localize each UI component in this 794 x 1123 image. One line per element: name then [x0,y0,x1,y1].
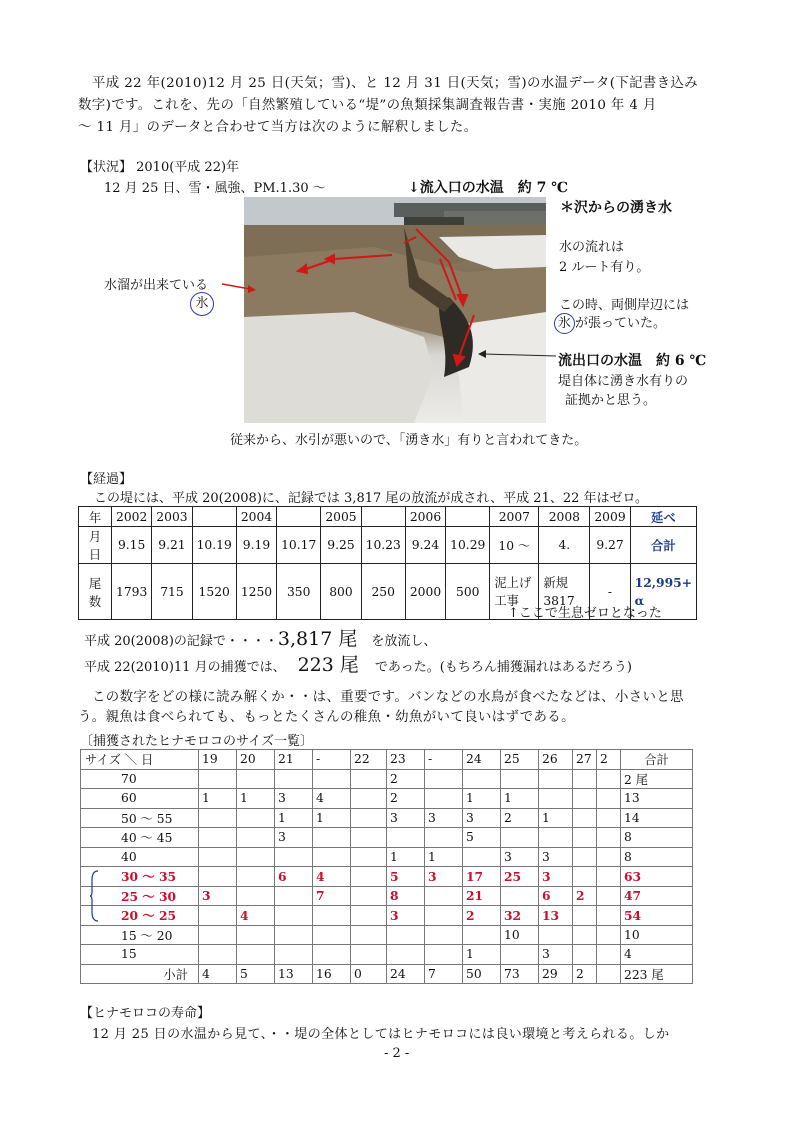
header-day-cell: 合計 [621,750,693,770]
catch-row [81,808,693,828]
count-cell: 4 [313,789,351,809]
count-cell [313,847,351,867]
intro-line-1: 平成 22 年(2010)12 月 25 日(天気；雪)、と 12 月 31 日(天気；雪)の水温データ(下記書き込み [92,76,699,91]
catch-table-caption: 〔捕獲されたヒナモロコのサイズ一覧〕 [80,734,313,749]
count-cell: 1 [275,808,313,828]
count-cell [573,828,597,848]
count-cell [275,886,313,906]
row-total-cell: 10 [621,925,693,945]
summary-line-2 [84,650,632,677]
count-cell [597,925,621,945]
subtotal-cell: 73 [501,964,539,984]
count-cell [351,789,387,809]
count-cell: 3 [387,906,425,926]
subtotal-cell: 7 [425,964,463,984]
count-cell [199,906,237,926]
subtotal-cell: 2 [573,964,597,984]
year-cell: 2006 [405,507,445,527]
summary-1c: を放流し、 [371,634,437,649]
count-cell: 250 [361,564,405,620]
pool-ice-circled-char: 氷 [190,292,214,316]
row-total-cell: 13 [621,789,693,809]
subtotal-cell: 24 [387,964,425,984]
count-cell [501,886,539,906]
count-cell [313,769,351,789]
summary-2c: であった。(もちろん捕獲漏れはあるだろう) [374,660,632,675]
size-cell: 70 [81,769,199,789]
count-cell: 4 [237,906,275,926]
catch-row [81,906,693,926]
size-cell: 15 ～ 20 [81,925,199,945]
row-label: 尾数 [79,564,112,620]
catch-size-table [80,749,693,984]
date-cell: 10.23 [361,527,405,564]
count-cell [597,886,621,906]
header-day-cell: 2 [597,750,621,770]
count-cell: 3 [539,847,573,867]
count-cell: 1250 [236,564,276,620]
row-total-cell: 8 [621,828,693,848]
count-cell: 7 [313,886,351,906]
size-cell: 40 ～ 45 [81,828,199,848]
year-cell [446,507,490,527]
count-cell [425,886,463,906]
count-cell [597,769,621,789]
count-cell: 800 [321,564,361,620]
subtotal-cell: 5 [237,964,275,984]
count-cell [425,945,463,965]
pool-ice [190,292,214,316]
count-cell [237,925,275,945]
ice-note-2-text: が張っていた。 [575,316,667,331]
size-cell: 15 [81,945,199,965]
row-total-cell: 8 [621,847,693,867]
year-cell: 2008 [539,507,590,527]
intro-paragraph [78,73,718,139]
discussion-line-2: う。親魚は食べられても、もっとたくさんの稚魚・幼魚がいて良いはずである。 [78,710,575,725]
count-cell [237,886,275,906]
row-total-cell: 63 [621,867,693,887]
released-count: 3,817 尾 [277,628,358,650]
count-cell: 1 [387,847,425,867]
count-cell [573,867,597,887]
status-heading: 【状況】 2010(平成 22)年 [80,160,240,175]
intro-line-3: ～ 11 月」のデータと合わせて当方は次のように解釈しました。 [78,120,478,135]
count-cell [237,945,275,965]
header-day-cell: 23 [387,750,425,770]
count-cell [237,867,275,887]
year-cell: 2007 [490,507,539,527]
subtotal-cell: 29 [539,964,573,984]
count-cell [597,867,621,887]
count-cell [425,789,463,809]
count-cell [539,925,573,945]
subtotal-cell: 4 [199,964,237,984]
year-cell [192,507,236,527]
lifespan-heading: 【ヒナモロコの寿命】 [80,1006,211,1021]
count-cell: 6 [539,886,573,906]
count-cell: 1 [425,847,463,867]
summary-1a: 平成 20(2008)の記録で・・・・ [84,634,278,649]
count-cell: 10 [501,925,539,945]
count-cell [387,828,425,848]
count-cell: 2 [573,886,597,906]
count-cell: 1 [463,789,501,809]
count-cell: 3 [501,847,539,867]
count-cell [573,906,597,926]
page-number: - 2 - [384,1046,410,1061]
count-cell: 3 [425,867,463,887]
count-cell [199,925,237,945]
subtotal-cell: 50 [463,964,501,984]
row-total-cell: 47 [621,886,693,906]
count-cell: 25 [501,867,539,887]
count-cell: 1 [313,808,351,828]
count-cell [199,945,237,965]
count-cell [539,769,573,789]
intro-line-2: 数字)です。これを、先の「自然繁殖している“堤”の魚類採集調査報告書・実施 2010 年 4 月 [78,98,657,113]
count-cell [237,769,275,789]
count-cell: 2000 [405,564,445,620]
row-total-cell: 4 [621,945,693,965]
caught-count: 223 尾 [297,654,359,676]
count-cell: 5 [463,828,501,848]
status-datetime: 12 月 25 日、雪・風強、PM.1.30 ～ [104,181,326,196]
count-cell: 500 [446,564,490,620]
header-day-cell: 25 [501,750,539,770]
count-cell [351,867,387,887]
count-cell [573,847,597,867]
catch-row [81,789,693,809]
total-head-2: 合計 [630,527,696,564]
total-alpha: α [634,592,645,608]
lifespan-text: 12 月 25 日の水温から見て、・・堤の全体としてはヒナモロコには良い環境と考えられる。しか [92,1027,670,1042]
count-cell: 6 [275,867,313,887]
count-cell [351,828,387,848]
outflow-pointer-arrow [476,348,556,360]
count-cell: 1793 [112,564,152,620]
count-cell [313,906,351,926]
ice-note-2 [554,312,666,334]
count-cell [351,945,387,965]
count-cell [501,945,539,965]
count-cell: 2 [463,906,501,926]
count-cell [275,847,313,867]
count-cell [351,906,387,926]
count-cell: 1 [237,789,275,809]
count-cell [313,945,351,965]
ice-note-1: この時、両側岸辺には [559,298,690,313]
count-cell: 3 [463,808,501,828]
header-day-cell: - [313,750,351,770]
size-cell: 30 ～ 35 [81,867,199,887]
count-cell: 5 [387,867,425,887]
catch-row [81,945,693,965]
count-cell: 4 [313,867,351,887]
year-cell: 2003 [152,507,192,527]
subtotal-cell: 0 [351,964,387,984]
count-cell [387,945,425,965]
count-cell [275,769,313,789]
count-cell: 3 [425,808,463,828]
count-cell [463,847,501,867]
red-rows-brace [90,870,100,922]
count-cell: 新規 3817 [539,564,590,620]
catch-row [81,769,693,789]
date-cell: 9.15 [112,527,152,564]
count-cell [237,808,275,828]
total-head-1: 延べ [630,507,696,527]
count-cell [425,769,463,789]
count-cell: 3 [539,945,573,965]
count-cell [199,847,237,867]
count-cell [313,828,351,848]
count-cell: 13 [539,906,573,926]
header-day-cell: - [425,750,463,770]
count-cell [351,886,387,906]
header-day-cell: 26 [539,750,573,770]
count-cell: 1 [501,789,539,809]
date-cell: 9.24 [405,527,445,564]
inflow-temp-label: ↓流入口の水温 約 7 ℃ [408,180,568,196]
date-cell: 10.29 [446,527,490,564]
summary-2a: 平成 22(2010)11 月の捕獲では、 [84,660,286,675]
size-cell: 25 ～ 30 [81,886,199,906]
header-day-cell: 24 [463,750,501,770]
count-cell [501,769,539,789]
header-day-cell: 20 [237,750,275,770]
count-cell [387,925,425,945]
subtotal-label: 小計 [81,964,199,984]
year-cell: 2005 [321,507,361,527]
pool-label: 水溜が出来ている [104,278,209,293]
count-cell [573,769,597,789]
count-cell [351,847,387,867]
count-cell [463,925,501,945]
count-cell: 泥上げ工事 [490,564,539,620]
evidence-note-1: 堤自体に湧き水有りの [558,374,689,389]
count-cell [573,789,597,809]
count-cell [425,906,463,926]
count-cell: 2 [501,808,539,828]
catch-row [81,847,693,867]
count-cell [573,945,597,965]
count-cell [425,925,463,945]
count-cell [597,906,621,926]
count-cell: 3 [275,789,313,809]
count-cell [351,769,387,789]
year-cell: 2002 [112,507,152,527]
release-date-row [79,527,697,564]
evidence-note-2: 証拠かと思う。 [565,393,657,408]
count-cell [573,925,597,945]
count-cell [597,828,621,848]
count-cell [275,925,313,945]
count-cell: 1520 [192,564,236,620]
grand-total-cell: 223 尾 [621,964,693,984]
discussion-paragraph [78,688,718,728]
ice-circled-char: 氷 [554,313,575,334]
catch-header-row [81,750,693,770]
subtotal-cell: 16 [313,964,351,984]
count-cell [597,945,621,965]
photo-caption: 従来から、水引が悪いので、「湧き水」有りと言われてきた。 [230,433,588,448]
count-cell [199,867,237,887]
date-cell: 10.17 [277,527,321,564]
count-cell [597,789,621,809]
count-cell: 1 [539,808,573,828]
year-cell [361,507,405,527]
count-cell [597,847,621,867]
count-cell: 8 [387,886,425,906]
count-cell: 17 [463,867,501,887]
date-cell: 9.27 [590,527,630,564]
year-cell: 2004 [236,507,276,527]
header-day-cell: 21 [275,750,313,770]
header-day-cell: 19 [199,750,237,770]
count-cell [237,828,275,848]
header-day-cell: 27 [573,750,597,770]
count-cell: 350 [277,564,321,620]
count-cell [351,925,387,945]
pool-pointer-arrow [222,280,258,296]
count-cell: 3 [539,867,573,887]
count-cell [237,847,275,867]
count-cell [539,828,573,848]
subtotal-cell [597,964,621,984]
count-cell [199,828,237,848]
count-cell [463,769,501,789]
flow-note-1: 水の流れは [559,240,625,255]
count-cell: 21 [463,886,501,906]
catch-subtotal-row [81,964,693,984]
row-total-cell: 54 [621,906,693,926]
row-label: 月日 [79,527,112,564]
discussion-line-1: この数字をどの様に読み解くか・・は、重要です。バンなどの水鳥が食べたなどは、小さいと思 [92,690,684,705]
count-cell [573,808,597,828]
total-value: 12,995+ [634,574,693,590]
history-heading: 【経過】 [80,472,133,487]
flow-note-2: 2 ルート有り。 [559,260,650,275]
pond-scene [244,197,546,423]
row-total-cell: 2 尾 [621,769,693,789]
date-cell: 9.25 [321,527,361,564]
count-cell [539,789,573,809]
header-size-day: サイズ ＼ 日 [81,750,199,770]
count-cell: 2 [387,769,425,789]
date-cell: 10.19 [192,527,236,564]
release-year-row [79,507,697,527]
catch-row [81,886,693,906]
size-cell: 20 ～ 25 [81,906,199,926]
count-cell [275,906,313,926]
count-cell: 32 [501,906,539,926]
date-cell: 4. [539,527,590,564]
row-total-cell: 14 [621,808,693,828]
spring-water-label: ＊沢からの湧き水 [560,200,672,216]
year-cell: 2009 [590,507,630,527]
catch-row [81,867,693,887]
count-cell [351,808,387,828]
count-cell [501,828,539,848]
subtotal-cell: 13 [275,964,313,984]
count-cell: 2 [387,789,425,809]
count-cell: 1 [463,945,501,965]
date-cell: 9.19 [236,527,276,564]
count-cell [199,769,237,789]
header-day-cell: 22 [351,750,387,770]
size-cell: 40 [81,847,199,867]
count-cell: 1 [199,789,237,809]
count-cell: - [590,564,630,620]
count-cell: 3 [275,828,313,848]
date-cell: 10 ～ [490,527,539,564]
count-cell: 3 [387,808,425,828]
count-cell [199,808,237,828]
count-cell [313,925,351,945]
size-cell: 50 ～ 55 [81,808,199,828]
count-cell: 715 [152,564,192,620]
row-label: 年 [79,507,112,527]
history-note: ↑ここで生息ゼロとなった [508,606,662,621]
history-text: この堤には、平成 20(2008)に、記録では 3,817 尾の放流が成され、平成 21、22 年はゼロ。 [94,491,648,506]
outflow-temp-label: 流出口の水温 約 6 ℃ [558,353,707,369]
year-cell [277,507,321,527]
size-cell: 60 [81,789,199,809]
count-cell [597,808,621,828]
catch-row [81,925,693,945]
count-cell [275,945,313,965]
pond-photo [244,197,546,423]
summary-line-1 [84,624,436,651]
count-cell [425,828,463,848]
count-cell: 3 [199,886,237,906]
catch-row [81,828,693,848]
date-cell: 9.21 [152,527,192,564]
